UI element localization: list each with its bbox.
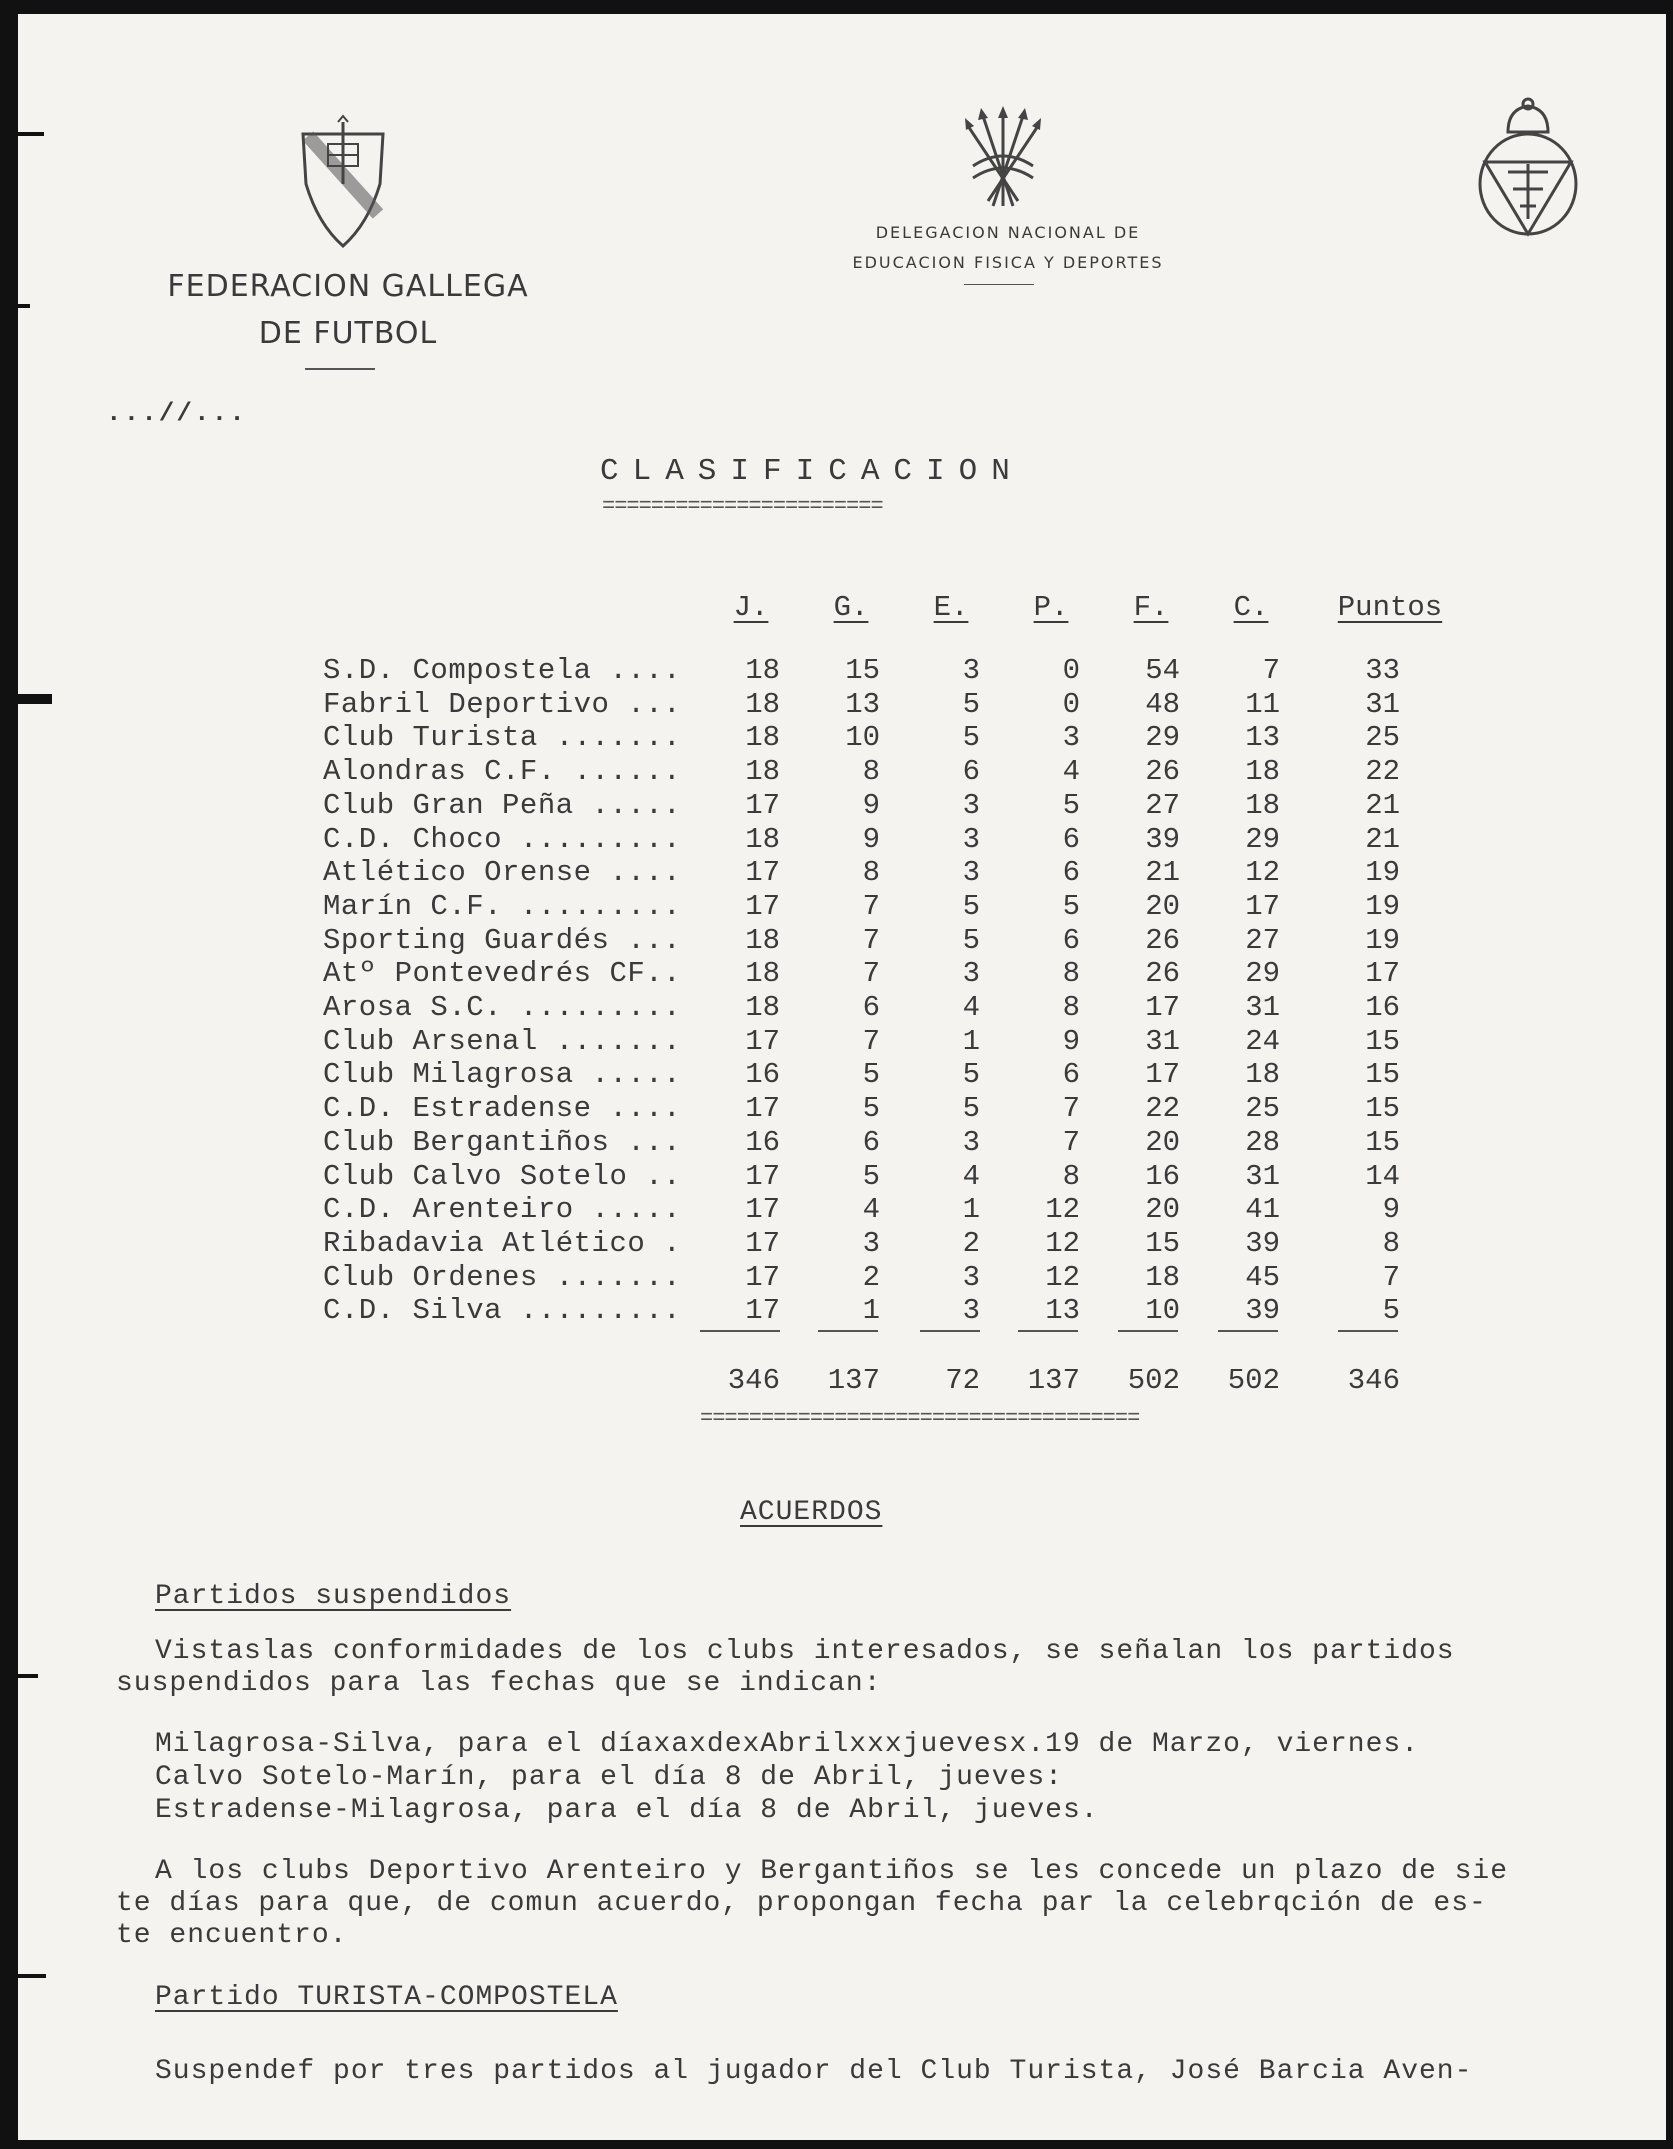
- cell-e: 5: [962, 1092, 980, 1125]
- cell-puntos: 21: [1365, 823, 1400, 856]
- match-line: Calvo Sotelo-Marín, para el día 8 de Abril, jueves:: [155, 1762, 1063, 1793]
- cell-p: 8: [1062, 1160, 1080, 1193]
- cell-f: 29: [1145, 721, 1180, 754]
- team-name: Club Bergantiños ...: [323, 1126, 682, 1159]
- cell-e: 4: [962, 991, 980, 1024]
- cell-e: 5: [962, 1058, 980, 1091]
- cell-p: 0: [1062, 688, 1080, 721]
- cell-p: 12: [1045, 1227, 1080, 1260]
- sum-rule: [1118, 1330, 1178, 1332]
- paragraph-line: A los clubs Deportivo Arenteiro y Bergantiños se les concede un plazo de sie: [155, 1856, 1509, 1887]
- cell-puntos: 19: [1365, 924, 1400, 957]
- team-name: C.D. Estradense ....: [323, 1092, 682, 1125]
- cell-j: 17: [745, 1025, 780, 1058]
- team-name: Fabril Deportivo ...: [323, 688, 682, 721]
- cell-c: 18: [1245, 789, 1280, 822]
- cell-c: 13: [1245, 721, 1280, 754]
- team-name: Alondras C.F. ......: [323, 755, 682, 788]
- sum-rule: [700, 1330, 780, 1332]
- cell-puntos: 16: [1365, 991, 1400, 1024]
- team-name: Club Turista .......: [323, 721, 682, 754]
- cell-c: 28: [1245, 1126, 1280, 1159]
- cell-e: 3: [962, 957, 980, 990]
- cell-g: 8: [862, 755, 880, 788]
- team-name: Ribadavia Atlético .: [323, 1227, 682, 1260]
- cell-j: 18: [745, 755, 780, 788]
- cell-p: 7: [1062, 1126, 1080, 1159]
- cell-p: 13: [1045, 1294, 1080, 1327]
- team-name: Club Ordenes .......: [323, 1261, 682, 1294]
- cell-c: 27: [1245, 924, 1280, 957]
- cell-j: 17: [745, 1092, 780, 1125]
- col-header-p: P.: [1033, 591, 1069, 624]
- cell-puntos: 7: [1382, 1261, 1400, 1294]
- cell-g: 1: [862, 1294, 880, 1327]
- team-name: Atlético Orense ....: [323, 856, 682, 889]
- cell-c: 31: [1245, 991, 1280, 1024]
- total-c: 502: [1227, 1364, 1280, 1397]
- cell-f: 26: [1145, 924, 1180, 957]
- cell-g: 9: [862, 823, 880, 856]
- cell-f: 20: [1145, 890, 1180, 923]
- cell-j: 16: [745, 1126, 780, 1159]
- cell-puntos: 19: [1365, 890, 1400, 923]
- total-e: 72: [945, 1364, 980, 1397]
- cell-e: 5: [962, 890, 980, 923]
- col-header-puntos: Puntos: [1337, 591, 1443, 624]
- page-title: CLASIFICACION: [600, 454, 1024, 489]
- cell-j: 18: [745, 957, 780, 990]
- cell-c: 24: [1245, 1025, 1280, 1058]
- cell-f: 27: [1145, 789, 1180, 822]
- team-name: Atº Pontevedrés CF..: [323, 957, 682, 990]
- cell-puntos: 14: [1365, 1160, 1400, 1193]
- cell-j: 17: [745, 1261, 780, 1294]
- binding-mark: [18, 1974, 46, 1978]
- cell-c: 41: [1245, 1193, 1280, 1226]
- paragraph-line: suspendidos para las fechas que se indican:: [116, 1668, 882, 1699]
- cell-j: 18: [745, 654, 780, 687]
- federation-name-line1: FEDERACION GALLEGA: [167, 269, 529, 304]
- cell-g: 6: [862, 1126, 880, 1159]
- cell-g: 7: [862, 957, 880, 990]
- col-header-f: F.: [1133, 591, 1169, 624]
- cell-puntos: 17: [1365, 957, 1400, 990]
- cell-j: 17: [745, 856, 780, 889]
- cell-p: 8: [1062, 957, 1080, 990]
- cell-puntos: 19: [1365, 856, 1400, 889]
- col-header-c: C.: [1233, 591, 1269, 624]
- binding-mark: [18, 1674, 38, 1678]
- cell-f: 20: [1145, 1193, 1180, 1226]
- cell-puntos: 8: [1382, 1227, 1400, 1260]
- cell-c: 31: [1245, 1160, 1280, 1193]
- cell-g: 5: [862, 1160, 880, 1193]
- cell-puntos: 33: [1365, 654, 1400, 687]
- cell-p: 4: [1062, 755, 1080, 788]
- total-p: 137: [1027, 1364, 1080, 1397]
- cell-c: 18: [1245, 1058, 1280, 1091]
- binding-mark: [18, 132, 44, 136]
- cell-p: 5: [1062, 890, 1080, 923]
- cell-g: 7: [862, 1025, 880, 1058]
- cell-f: 26: [1145, 957, 1180, 990]
- cell-puntos: 9: [1382, 1193, 1400, 1226]
- cell-j: 18: [745, 688, 780, 721]
- cell-g: 5: [862, 1058, 880, 1091]
- cell-c: 39: [1245, 1294, 1280, 1327]
- col-header-e: E.: [933, 591, 969, 624]
- cell-puntos: 25: [1365, 721, 1400, 754]
- cell-e: 3: [962, 654, 980, 687]
- cell-p: 6: [1062, 823, 1080, 856]
- cell-f: 15: [1145, 1227, 1180, 1260]
- section-title-suspended: Partidos suspendidos: [155, 1581, 512, 1612]
- cell-puntos: 31: [1365, 688, 1400, 721]
- cell-f: 17: [1145, 1058, 1180, 1091]
- team-name: C.D. Choco .........: [323, 823, 682, 856]
- cell-e: 3: [962, 823, 980, 856]
- arrows-emblem-icon: [958, 106, 1048, 216]
- cell-j: 18: [745, 823, 780, 856]
- cell-e: 5: [962, 721, 980, 754]
- cell-puntos: 15: [1365, 1126, 1400, 1159]
- cell-j: 18: [745, 991, 780, 1024]
- cell-e: 1: [962, 1025, 980, 1058]
- cell-g: 6: [862, 991, 880, 1024]
- col-header-g: G.: [833, 591, 869, 624]
- cell-g: 13: [845, 688, 880, 721]
- cell-e: 3: [962, 1126, 980, 1159]
- divider: [964, 284, 1034, 285]
- cell-p: 12: [1045, 1193, 1080, 1226]
- delegation-name-line1: DELEGACION NACIONAL DE: [875, 223, 1141, 242]
- team-name: Sporting Guardés ...: [323, 924, 682, 957]
- cell-e: 2: [962, 1227, 980, 1260]
- cell-c: 11: [1245, 688, 1280, 721]
- divider: [305, 368, 375, 370]
- cell-c: 29: [1245, 823, 1280, 856]
- cell-p: 6: [1062, 924, 1080, 957]
- cell-e: 5: [962, 924, 980, 957]
- federation-name-line2: DE FUTBOL: [258, 316, 438, 351]
- team-name: Marín C.F. .........: [323, 890, 682, 923]
- cell-p: 9: [1062, 1025, 1080, 1058]
- team-name: Arosa S.C. .........: [323, 991, 682, 1024]
- cell-c: 45: [1245, 1261, 1280, 1294]
- cell-g: 9: [862, 789, 880, 822]
- cell-puntos: 15: [1365, 1092, 1400, 1125]
- team-name: C.D. Silva .........: [323, 1294, 682, 1327]
- cell-e: 3: [962, 789, 980, 822]
- crowned-badge-icon: [1473, 94, 1583, 244]
- delegation-name-line2: EDUCACION FISICA Y DEPORTES: [852, 253, 1164, 272]
- federation-shield-icon: [298, 114, 388, 249]
- team-name: Club Milagrosa .....: [323, 1058, 682, 1091]
- cell-p: 7: [1062, 1092, 1080, 1125]
- cell-g: 2: [862, 1261, 880, 1294]
- cell-p: 0: [1062, 654, 1080, 687]
- cell-f: 17: [1145, 991, 1180, 1024]
- cell-g: 15: [845, 654, 880, 687]
- cell-f: 21: [1145, 856, 1180, 889]
- cell-c: 39: [1245, 1227, 1280, 1260]
- cell-j: 17: [745, 1193, 780, 1226]
- team-name: Club Gran Peña .....: [323, 789, 682, 822]
- cell-j: 17: [745, 890, 780, 923]
- cell-puntos: 5: [1382, 1294, 1400, 1327]
- cell-puntos: 21: [1365, 789, 1400, 822]
- total-puntos: 346: [1347, 1364, 1400, 1397]
- paragraph-line: Vistaslas conformidades de los clubs interesados, se señalan los partidos: [155, 1636, 1455, 1667]
- cell-e: 3: [962, 1261, 980, 1294]
- cell-c: 29: [1245, 957, 1280, 990]
- paragraph-line: Suspendef por tres partidos al jugador del Club Turista, José Barcia Aven-: [155, 2056, 1473, 2087]
- cell-j: 16: [745, 1058, 780, 1091]
- cell-e: 6: [962, 755, 980, 788]
- cell-j: 18: [745, 721, 780, 754]
- cell-puntos: 15: [1365, 1058, 1400, 1091]
- paragraph-line: te días para que, de comun acuerdo, propongan fecha par la celebrqción de es-: [116, 1888, 1487, 1919]
- cell-j: 17: [745, 789, 780, 822]
- cell-g: 5: [862, 1092, 880, 1125]
- cell-p: 8: [1062, 991, 1080, 1024]
- cell-f: 39: [1145, 823, 1180, 856]
- sum-rule: [1218, 1330, 1278, 1332]
- reference-mark: ...//...: [106, 398, 247, 428]
- cell-c: 17: [1245, 890, 1280, 923]
- cell-c: 12: [1245, 856, 1280, 889]
- cell-g: 7: [862, 924, 880, 957]
- cell-c: 25: [1245, 1092, 1280, 1125]
- cell-j: 17: [745, 1294, 780, 1327]
- sum-rule: [920, 1330, 980, 1332]
- cell-j: 18: [745, 924, 780, 957]
- cell-p: 3: [1062, 721, 1080, 754]
- binding-mark: [18, 694, 52, 704]
- total-j: 346: [727, 1364, 780, 1397]
- cell-g: 3: [862, 1227, 880, 1260]
- title-rule: =======================: [602, 494, 883, 519]
- total-f: 502: [1127, 1364, 1180, 1397]
- team-name: C.D. Arenteiro .....: [323, 1193, 682, 1226]
- document-page: [18, 14, 1666, 2140]
- cell-f: 18: [1145, 1261, 1180, 1294]
- cell-e: 3: [962, 856, 980, 889]
- cell-f: 31: [1145, 1025, 1180, 1058]
- cell-c: 7: [1262, 654, 1280, 687]
- cell-g: 10: [845, 721, 880, 754]
- section-title-match: Partido TURISTA-COMPOSTELA: [155, 1982, 618, 2013]
- match-line: Milagrosa-Silva, para el díaxaxdexAbrilxxxjuevesx.19 de Marzo, viernes.: [155, 1729, 1419, 1760]
- cell-f: 54: [1145, 654, 1180, 687]
- cell-c: 18: [1245, 755, 1280, 788]
- team-name: Club Calvo Sotelo ..: [323, 1160, 682, 1193]
- cell-e: 4: [962, 1160, 980, 1193]
- cell-j: 17: [745, 1160, 780, 1193]
- cell-j: 17: [745, 1227, 780, 1260]
- sum-rule: [1018, 1330, 1078, 1332]
- total-rule: ====================================: [700, 1406, 1140, 1431]
- cell-f: 10: [1145, 1294, 1180, 1327]
- team-name: S.D. Compostela ....: [323, 654, 682, 687]
- paragraph-line: te encuentro.: [116, 1920, 348, 1951]
- cell-g: 7: [862, 890, 880, 923]
- team-name: Club Arsenal .......: [323, 1025, 682, 1058]
- cell-puntos: 15: [1365, 1025, 1400, 1058]
- col-header-j: J.: [733, 591, 769, 624]
- cell-g: 4: [862, 1193, 880, 1226]
- total-g: 137: [827, 1364, 880, 1397]
- cell-f: 16: [1145, 1160, 1180, 1193]
- match-line: Estradense-Milagrosa, para el día 8 de Abril, jueves.: [155, 1795, 1099, 1826]
- cell-puntos: 22: [1365, 755, 1400, 788]
- cell-f: 48: [1145, 688, 1180, 721]
- cell-e: 3: [962, 1294, 980, 1327]
- sum-rule: [1338, 1330, 1398, 1332]
- cell-f: 20: [1145, 1126, 1180, 1159]
- cell-g: 8: [862, 856, 880, 889]
- binding-mark: [18, 304, 30, 308]
- cell-p: 5: [1062, 789, 1080, 822]
- cell-e: 5: [962, 688, 980, 721]
- acuerdos-heading: ACUERDOS: [740, 1497, 883, 1528]
- cell-p: 6: [1062, 1058, 1080, 1091]
- sum-rule: [818, 1330, 878, 1332]
- cell-p: 6: [1062, 856, 1080, 889]
- cell-f: 22: [1145, 1092, 1180, 1125]
- cell-f: 26: [1145, 755, 1180, 788]
- cell-p: 12: [1045, 1261, 1080, 1294]
- cell-e: 1: [962, 1193, 980, 1226]
